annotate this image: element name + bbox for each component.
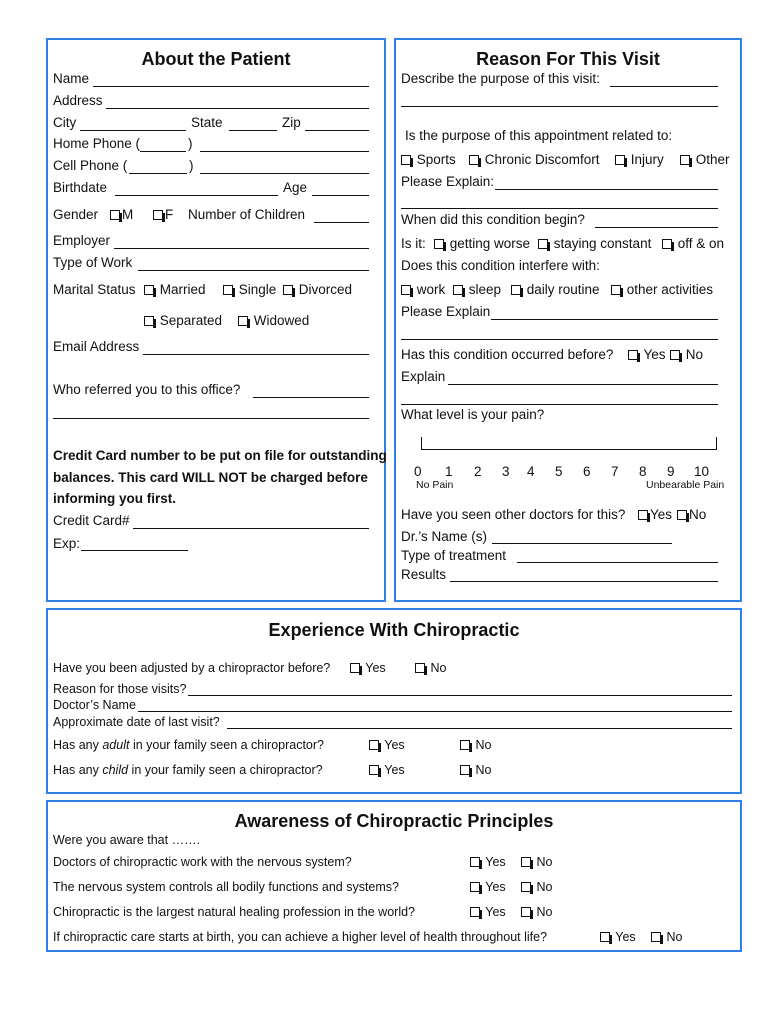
please-explain-field-2[interactable] [401, 339, 718, 340]
child-label: Has any child in your family seen a chiropractor? [53, 763, 323, 777]
other-activities-checkbox[interactable]: other activities [611, 283, 713, 297]
paren-close: ) [189, 158, 194, 173]
cell-phone-label: Cell Phone ( [53, 158, 128, 173]
work-checkbox[interactable]: work [401, 283, 445, 297]
checkbox-icon [600, 932, 610, 942]
checkbox-icon [460, 765, 470, 775]
explain-field[interactable] [495, 189, 718, 190]
occurred-no-checkbox[interactable]: No [670, 348, 703, 362]
checkbox-icon [223, 285, 233, 295]
purpose-field-2[interactable] [401, 106, 718, 107]
doctor-name-field[interactable] [138, 711, 732, 712]
adult-yes-checkbox[interactable]: Yes [369, 739, 405, 752]
employer-field[interactable] [114, 248, 369, 249]
type-of-work-label: Type of Work [53, 255, 133, 270]
employer-label: Employer [53, 233, 111, 248]
q4-no-checkbox[interactable]: No [651, 931, 682, 944]
q1-no-checkbox[interactable]: No [521, 856, 552, 869]
sleep-checkbox[interactable]: sleep [453, 283, 501, 297]
results-field[interactable] [450, 581, 718, 582]
section-heading: Awareness of Chiropractic Principles [234, 811, 554, 831]
approx-date-field[interactable] [227, 728, 732, 729]
q2-no-checkbox[interactable]: No [521, 881, 552, 894]
birthdate-field[interactable] [115, 195, 278, 196]
referred-field-2[interactable] [53, 418, 369, 419]
adjusted-yes-checkbox[interactable]: Yes [350, 662, 386, 675]
doctor-name-label: Doctor’s Name [53, 698, 136, 712]
explain2-field[interactable] [448, 384, 718, 385]
when-field[interactable] [595, 227, 718, 228]
chronic-checkbox[interactable]: Chronic Discomfort [469, 153, 600, 167]
city-field[interactable] [80, 130, 186, 131]
cc-notice-line: Credit Card number to be put on file for outstanding [53, 448, 387, 463]
checkbox-icon [521, 857, 531, 867]
offon-checkbox[interactable]: off & on [662, 237, 724, 251]
address-label: Address [53, 93, 103, 108]
pain-level-label: What level is your pain? [401, 407, 545, 422]
routine-checkbox[interactable]: daily routine [511, 283, 600, 297]
checkbox-icon [434, 239, 444, 249]
checkbox-icon [538, 239, 548, 249]
other-docs-label: Have you seen other doctors for this? [401, 507, 626, 522]
city-label: City [53, 115, 77, 130]
q3-yes-checkbox[interactable]: Yes [470, 906, 506, 919]
pain-scale-right-tick [716, 437, 717, 450]
type-of-work-field[interactable] [138, 270, 369, 271]
age-label: Age [283, 180, 308, 195]
please-explain-label: Please Explain [401, 304, 491, 319]
checkbox-icon [662, 239, 672, 249]
pain-num: 8 [639, 464, 647, 479]
credit-card-label: Credit Card# [53, 513, 130, 528]
other-docs-yes-checkbox[interactable]: Yes [638, 508, 672, 522]
name-field[interactable] [93, 86, 369, 87]
section-heading: Experience With Chiropractic [268, 620, 520, 640]
constant-checkbox[interactable]: staying constant [538, 237, 651, 251]
pain-num: 1 [445, 464, 453, 479]
pain-num: 4 [527, 464, 535, 479]
checkbox-icon [401, 155, 411, 165]
results-label: Results [401, 567, 447, 582]
age-field[interactable] [312, 195, 369, 196]
checkbox-icon [628, 350, 638, 360]
referred-field[interactable] [253, 397, 369, 398]
adjusted-label: Have you been adjusted by a chiropractor before? [53, 661, 331, 675]
explain-label: Please Explain: [401, 174, 495, 189]
checkbox-icon [369, 765, 379, 775]
checkbox-icon [453, 285, 463, 295]
other-docs-no-checkbox[interactable]: No [677, 508, 706, 522]
pain-num: 10 [694, 464, 710, 479]
checkbox-icon [415, 663, 425, 673]
treatment-label: Type of treatment [401, 548, 507, 563]
cc-notice-line: balances. This card WILL NOT be charged before [53, 470, 368, 485]
please-explain-field[interactable] [491, 319, 718, 320]
email-label: Email Address [53, 339, 140, 354]
checkbox-icon [470, 907, 480, 917]
awareness-intro: Were you aware that ……. [53, 833, 201, 847]
pain-num: 2 [474, 464, 482, 479]
is-it-label: Is it: [401, 236, 426, 251]
checkbox-icon [401, 285, 411, 295]
section-heading: Reason For This Visit [476, 49, 660, 69]
pain-num: 3 [502, 464, 510, 479]
checkbox-icon [469, 155, 479, 165]
state-field[interactable] [229, 130, 277, 131]
cell-phone-area-field[interactable] [129, 173, 187, 174]
credit-card-field[interactable] [133, 528, 369, 529]
dr-name-field[interactable] [492, 543, 672, 544]
q3-no-checkbox[interactable]: No [521, 906, 552, 919]
checkbox-icon [677, 510, 687, 520]
related-label: Is the purpose of this appointment related to: [405, 128, 673, 143]
gender-label: Gender [53, 207, 99, 222]
cc-notice-line: informing you first. [53, 491, 176, 506]
separated-checkbox[interactable]: Separated [144, 314, 222, 328]
home-phone-label: Home Phone ( [53, 136, 141, 151]
pain-num: 6 [583, 464, 591, 479]
unbearable-label: Unbearable Pain [646, 479, 725, 491]
child-yes-checkbox[interactable]: Yes [369, 764, 405, 777]
checkbox-icon [680, 155, 690, 165]
gender-m-checkbox[interactable]: M [110, 208, 133, 222]
email-field[interactable] [143, 354, 369, 355]
marital-label: Marital Status [53, 282, 136, 297]
child-no-checkbox[interactable]: No [460, 764, 491, 777]
referred-label: Who referred you to this office? [53, 382, 241, 397]
widowed-checkbox[interactable]: Widowed [238, 314, 309, 328]
children-field[interactable] [314, 222, 369, 223]
reason-visits-label: Reason for those visits? [53, 682, 187, 696]
no-pain-label: No Pain [416, 479, 454, 491]
checkbox-icon [238, 316, 248, 326]
occurred-yes-checkbox[interactable]: Yes [628, 348, 666, 362]
reason-visits-field[interactable] [188, 695, 732, 696]
pain-num: 7 [611, 464, 619, 479]
pain-scale-left-tick [421, 437, 422, 450]
pain-scale-line [421, 449, 717, 450]
checkbox-icon [153, 210, 163, 220]
adjusted-no-checkbox[interactable]: No [415, 662, 446, 675]
occurred-label: Has this condition occurred before? [401, 347, 614, 362]
checkbox-icon [350, 663, 360, 673]
explain-field-2[interactable] [401, 208, 718, 209]
checkbox-icon [521, 907, 531, 917]
cell-phone-field[interactable] [200, 173, 369, 174]
awareness-q4: If chiropractic care starts at birth, you can achieve a higher level of health throughout life? [53, 930, 548, 944]
birthdate-label: Birthdate [53, 180, 108, 195]
dr-name-label: Dr.’s Name (s) [401, 529, 488, 544]
checkbox-icon [651, 932, 661, 942]
home-phone-field[interactable] [200, 151, 369, 152]
gender-f-checkbox[interactable]: F [153, 208, 173, 222]
checkbox-icon [110, 210, 120, 220]
checkbox-icon [144, 316, 154, 326]
address-field[interactable] [106, 108, 369, 109]
purpose-label: Describe the purpose of this visit: [401, 71, 600, 86]
checkbox-icon [470, 882, 480, 892]
adult-label: Has any adult in your family seen a chiropractor? [53, 738, 324, 752]
checkbox-icon [460, 740, 470, 750]
interfere-label: Does this condition interfere with: [401, 258, 600, 273]
purpose-field[interactable] [610, 86, 718, 87]
exp-field[interactable] [81, 550, 188, 551]
q4-yes-checkbox[interactable]: Yes [600, 931, 636, 944]
home-phone-area-field[interactable] [140, 151, 186, 152]
q1-yes-checkbox[interactable]: Yes [470, 856, 506, 869]
treatment-field[interactable] [517, 562, 718, 563]
checkbox-icon [470, 857, 480, 867]
approx-date-label: Approximate date of last visit? [53, 715, 220, 729]
checkbox-icon [283, 285, 293, 295]
sports-checkbox[interactable]: Sports [401, 153, 456, 167]
checkbox-icon [511, 285, 521, 295]
awareness-q2: The nervous system controls all bodily functions and systems? [53, 880, 399, 894]
q2-yes-checkbox[interactable]: Yes [470, 881, 506, 894]
awareness-q3: Chiropractic is the largest natural healing profession in the world? [53, 905, 415, 919]
pain-num: 0 [414, 464, 422, 479]
checkbox-icon [369, 740, 379, 750]
name-label: Name [53, 71, 90, 86]
checkbox-icon [611, 285, 621, 295]
other-checkbox[interactable]: Other [680, 153, 730, 167]
section-heading: About the Patient [141, 49, 291, 69]
paren-close: ) [188, 136, 193, 151]
adult-no-checkbox[interactable]: No [460, 739, 491, 752]
pain-num: 5 [555, 464, 563, 479]
checkbox-icon [521, 882, 531, 892]
checkbox-icon [615, 155, 625, 165]
explain2-label: Explain [401, 369, 446, 384]
checkbox-icon [670, 350, 680, 360]
explain2-field-2[interactable] [401, 404, 718, 405]
married-checkbox[interactable]: Married [144, 283, 206, 297]
checkbox-icon [638, 510, 648, 520]
pain-scale[interactable] [421, 436, 717, 450]
when-label: When did this condition begin? [401, 212, 585, 227]
divorced-checkbox[interactable]: Divorced [283, 283, 352, 297]
checkbox-icon [144, 285, 154, 295]
zip-field[interactable] [305, 130, 369, 131]
single-checkbox[interactable]: Single [223, 283, 276, 297]
pain-num: 9 [667, 464, 675, 479]
state-label: State [191, 115, 223, 130]
worse-checkbox[interactable]: getting worse [434, 237, 530, 251]
awareness-q1: Doctors of chiropractic work with the nervous system? [53, 855, 352, 869]
children-label: Number of Children [188, 207, 306, 222]
injury-checkbox[interactable]: Injury [615, 153, 664, 167]
zip-label: Zip [282, 115, 301, 130]
exp-label: Exp: [53, 536, 81, 551]
